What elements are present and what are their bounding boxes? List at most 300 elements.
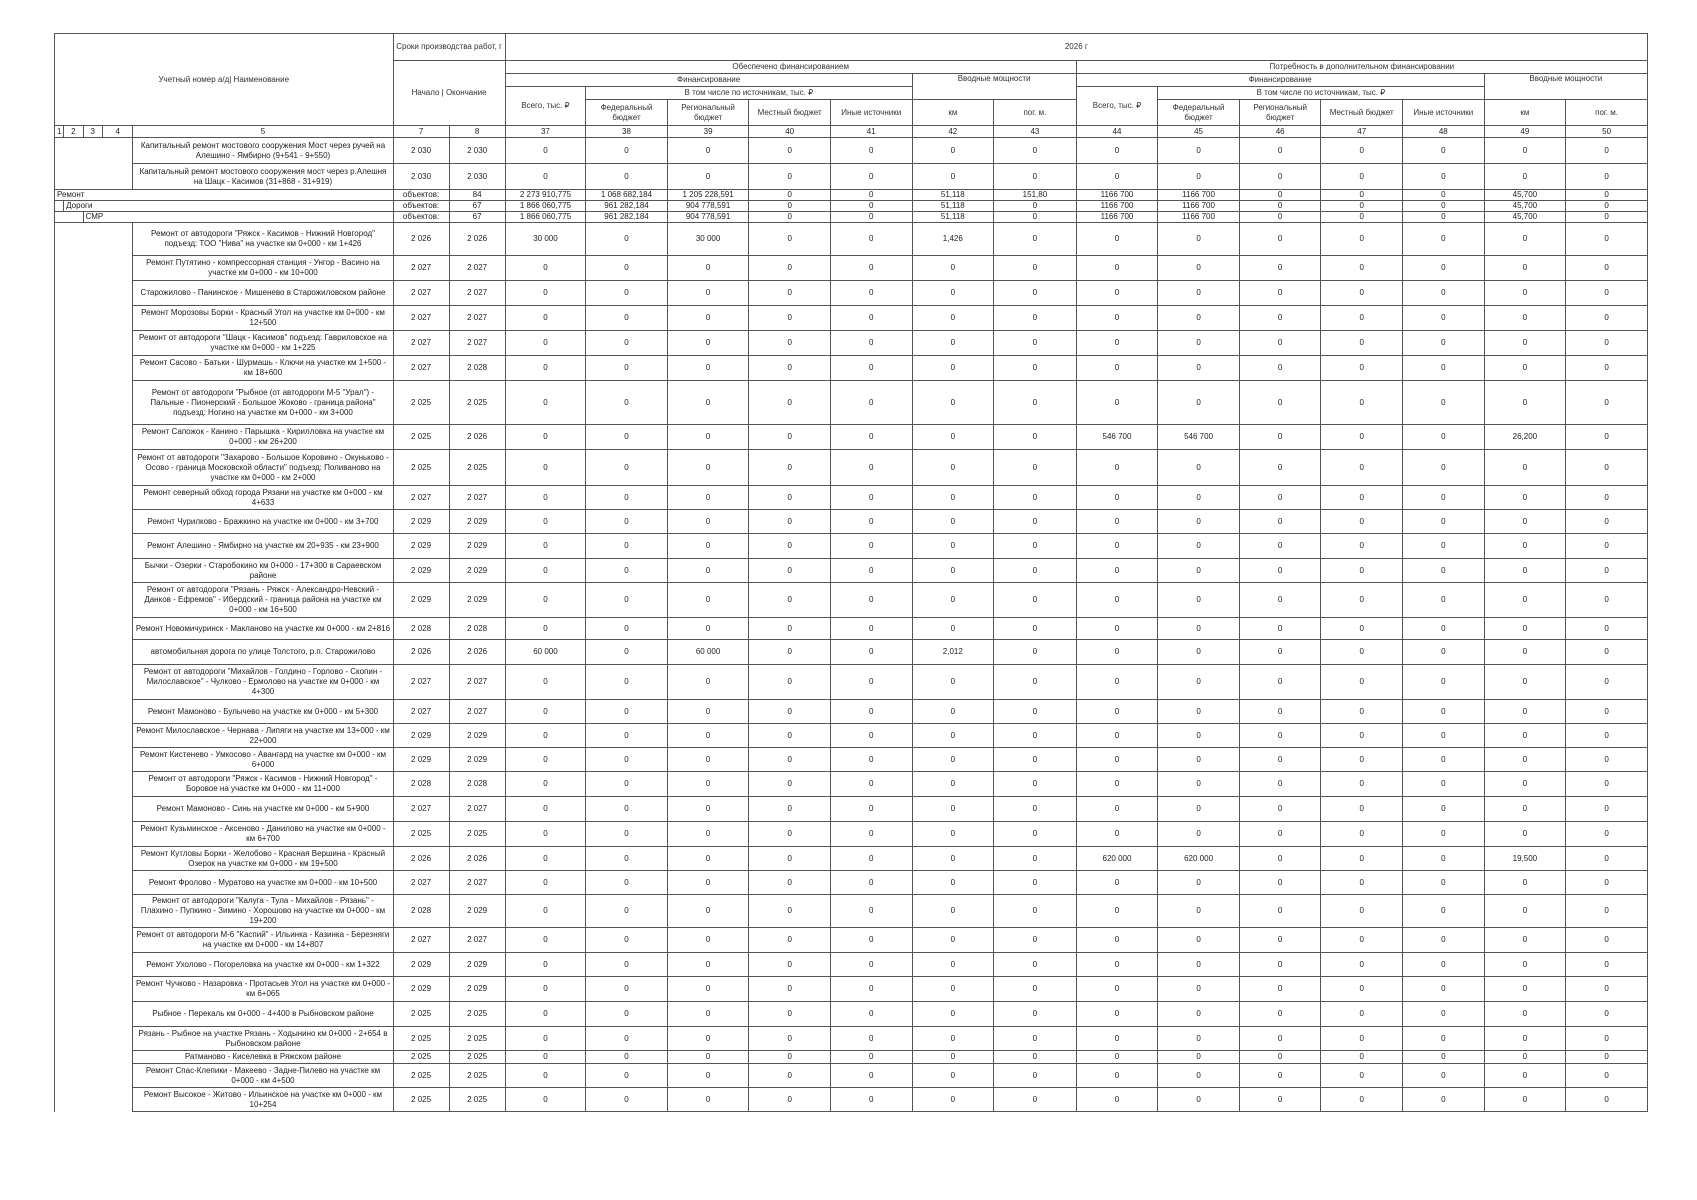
value-cell: 0	[994, 700, 1077, 724]
value-cell: 0	[1321, 381, 1403, 425]
value-cell: 0	[1321, 895, 1403, 928]
object-name: Ремонт Чучково - Назаровка - Протасьев Угол на участке км 0+000 - км 6+065	[133, 977, 393, 1002]
value-cell: 0	[1076, 1088, 1158, 1112]
value-cell: 0	[1566, 928, 1648, 953]
table-row	[55, 953, 1648, 977]
value-cell: 0	[830, 895, 912, 928]
value-cell: 0	[586, 895, 668, 928]
value-cell: 0	[749, 1051, 831, 1064]
value-cell: 0	[505, 281, 586, 306]
need-federal-header: Федеральный бюджет	[1158, 100, 1240, 126]
value-cell: 0	[586, 772, 668, 797]
value-cell: 0	[994, 797, 1077, 822]
value-cell: 0	[912, 164, 994, 190]
value-cell: 0	[1239, 1051, 1321, 1064]
value-cell: 0	[749, 281, 831, 306]
value-cell: 0	[1158, 534, 1240, 559]
value-cell: 0	[1566, 201, 1648, 212]
value-cell: 0	[667, 618, 749, 640]
start-year: 2 029	[393, 977, 449, 1002]
value-cell: 0	[830, 1027, 912, 1051]
value-cell: 0	[586, 559, 668, 583]
value-cell: 0	[1484, 822, 1566, 847]
indent-cell	[55, 201, 64, 212]
start-year: 2 027	[393, 797, 449, 822]
value-cell: 0	[505, 356, 586, 381]
start-year: 2 029	[393, 953, 449, 977]
value-cell: 0	[830, 510, 912, 534]
value-cell: 0	[749, 797, 831, 822]
value-cell: 0	[667, 748, 749, 772]
indent-cell	[55, 331, 133, 356]
indent-cell	[55, 665, 133, 700]
value-cell: 0	[505, 895, 586, 928]
value-cell: 0	[1239, 1088, 1321, 1112]
value-cell: 0	[505, 256, 586, 281]
value-cell: 0	[994, 450, 1077, 486]
end-year: 2 025	[449, 450, 505, 486]
value-cell: 0	[1239, 928, 1321, 953]
value-cell: 0	[1158, 256, 1240, 281]
value-cell: 0	[667, 381, 749, 425]
value-cell: 0	[1321, 847, 1403, 871]
value-cell: 0	[994, 748, 1077, 772]
indent-cell	[55, 510, 133, 534]
value-cell: 0	[586, 534, 668, 559]
value-cell: 0	[505, 797, 586, 822]
value-cell: 0	[912, 138, 994, 164]
value-cell: 0	[505, 583, 586, 618]
value-cell: 0	[1158, 928, 1240, 953]
value-cell: 0	[1158, 510, 1240, 534]
value-cell: 0	[749, 486, 831, 510]
value-cell: 0	[505, 1002, 586, 1027]
value-cell: 0	[1566, 847, 1648, 871]
value-cell: 0	[912, 772, 994, 797]
value-cell: 0	[830, 618, 912, 640]
value-cell: 0	[749, 583, 831, 618]
object-name: Ремонт от автодороги "Рыбное (от автодороги М-5 "Урал") - Пальные - Пионерский - Большое Жоково - граница района" подъезд: Ногино на участке км 0+000 - км 3+000	[133, 381, 393, 425]
indent-cell	[55, 748, 133, 772]
indent-cell	[55, 822, 133, 847]
value-cell: 0	[1239, 381, 1321, 425]
value-cell: 2 273 910,775	[505, 190, 586, 201]
value-cell: 0	[749, 847, 831, 871]
value-cell: 0	[505, 822, 586, 847]
object-name: Рыбное - Перекаль км 0+000 - 4+400 в Рыбновском районе	[133, 1002, 393, 1027]
object-name: Ремонт Путятино - компрессорная станция - Унгор - Васино на участке км 0+000 - км 10+000	[133, 256, 393, 281]
value-cell: 0	[749, 1064, 831, 1088]
start-year: 2 027	[393, 871, 449, 895]
value-cell: 0	[1484, 450, 1566, 486]
value-cell: 0	[1321, 665, 1403, 700]
value-cell: 0	[1566, 1088, 1648, 1112]
value-cell: 0	[1239, 700, 1321, 724]
value-cell: 0	[1076, 281, 1158, 306]
indent-cell	[55, 1027, 133, 1051]
value-cell: 0	[749, 953, 831, 977]
value-cell: 0	[1321, 534, 1403, 559]
start-year: 2 025	[393, 381, 449, 425]
provided-km-header: км	[912, 100, 994, 126]
value-cell: 0	[830, 212, 912, 223]
value-cell: 0	[1566, 1027, 1648, 1051]
value-cell: 0	[830, 797, 912, 822]
value-cell: 0	[830, 724, 912, 748]
value-cell: 0	[1076, 1002, 1158, 1027]
value-cell: 0	[1484, 977, 1566, 1002]
value-cell: 0	[994, 822, 1077, 847]
table-row	[55, 559, 1648, 583]
end-year: 2 025	[449, 381, 505, 425]
table-row	[55, 1002, 1648, 1027]
value-cell: 0	[1076, 510, 1158, 534]
value-cell: 0	[912, 977, 994, 1002]
group-label: СМР	[83, 212, 393, 223]
value-cell: 0	[749, 665, 831, 700]
value-cell: 0	[994, 1088, 1077, 1112]
value-cell: 0	[1076, 977, 1158, 1002]
table-row	[55, 450, 1648, 486]
value-cell: 0	[667, 665, 749, 700]
value-cell: 0	[1158, 1027, 1240, 1051]
value-cell: 0	[667, 871, 749, 895]
value-cell: 0	[667, 1064, 749, 1088]
value-cell: 0	[1484, 534, 1566, 559]
value-cell: 0	[1321, 331, 1403, 356]
end-year: 2 027	[449, 281, 505, 306]
table-row	[55, 640, 1648, 665]
value-cell: 0	[1076, 450, 1158, 486]
value-cell: 0	[505, 559, 586, 583]
value-cell: 45,700	[1484, 201, 1566, 212]
value-cell: 0	[912, 510, 994, 534]
value-cell: 0	[1239, 895, 1321, 928]
value-cell: 0	[1403, 281, 1485, 306]
value-cell: 0	[749, 640, 831, 665]
value-cell: 0	[1484, 138, 1566, 164]
value-cell: 0	[586, 164, 668, 190]
value-cell: 0	[1076, 1064, 1158, 1088]
value-cell: 0	[586, 425, 668, 450]
value-cell: 0	[994, 138, 1077, 164]
end-year: 2 027	[449, 871, 505, 895]
value-cell: 0	[1076, 871, 1158, 895]
value-cell: 0	[667, 1088, 749, 1112]
column-number: 38	[586, 126, 668, 138]
table-row	[55, 772, 1648, 797]
indent-cell	[55, 450, 133, 486]
value-cell: 0	[994, 895, 1077, 928]
value-cell: 45,700	[1484, 190, 1566, 201]
end-year: 2 029	[449, 953, 505, 977]
value-cell: 0	[667, 1027, 749, 1051]
value-cell: 0	[749, 977, 831, 1002]
value-cell: 0	[912, 281, 994, 306]
value-cell: 0	[1321, 212, 1403, 223]
value-cell: 0	[1076, 640, 1158, 665]
value-cell: 0	[1158, 1064, 1240, 1088]
end-year: 2 027	[449, 928, 505, 953]
value-cell: 904 778,591	[667, 212, 749, 223]
column-numbers-row	[55, 126, 1648, 138]
value-cell: 0	[1321, 928, 1403, 953]
value-cell: 51,118	[912, 201, 994, 212]
value-cell: 0	[1076, 138, 1158, 164]
table-row	[55, 797, 1648, 822]
value-cell: 0	[1321, 190, 1403, 201]
value-cell: 0	[586, 928, 668, 953]
value-cell: 0	[1239, 281, 1321, 306]
start-year: 2 025	[393, 1027, 449, 1051]
value-cell: 0	[1158, 953, 1240, 977]
value-cell: 0	[912, 559, 994, 583]
value-cell: 0	[749, 772, 831, 797]
value-cell: 0	[505, 953, 586, 977]
object-name: Капитальный ремонт мостового сооружения Мост через ручей на Алешино - Ямбирно (9+541 - 9+550)	[133, 138, 393, 164]
value-cell: 0	[667, 1002, 749, 1027]
value-cell: 0	[1566, 212, 1648, 223]
value-cell: 0	[1566, 306, 1648, 331]
value-cell: 0	[1076, 534, 1158, 559]
value-cell: 0	[1321, 772, 1403, 797]
value-cell: 0	[1321, 425, 1403, 450]
value-cell: 0	[1239, 640, 1321, 665]
end-year: 2 027	[449, 797, 505, 822]
value-cell: 0	[1158, 559, 1240, 583]
value-cell: 1166 700	[1076, 190, 1158, 201]
value-cell: 0	[667, 822, 749, 847]
need-km-header: км	[1484, 100, 1566, 126]
value-cell: 0	[1076, 331, 1158, 356]
value-cell: 0	[749, 201, 831, 212]
value-cell: 0	[505, 1088, 586, 1112]
table-row	[55, 847, 1648, 871]
value-cell: 0	[1158, 450, 1240, 486]
value-cell: 0	[749, 212, 831, 223]
value-cell: 1166 700	[1076, 201, 1158, 212]
value-cell: 0	[994, 223, 1077, 256]
indent-cell	[55, 797, 133, 822]
value-cell: 0	[667, 559, 749, 583]
value-cell: 0	[667, 306, 749, 331]
value-cell: 0	[994, 724, 1077, 748]
value-cell: 0	[1484, 486, 1566, 510]
table-row	[55, 381, 1648, 425]
value-cell: 0	[1158, 665, 1240, 700]
value-cell: 1 205 228,591	[667, 190, 749, 201]
value-cell: 0	[994, 928, 1077, 953]
start-year: 2 025	[393, 1002, 449, 1027]
value-cell: 0	[1566, 510, 1648, 534]
value-cell: 0	[586, 583, 668, 618]
value-cell: 0	[667, 164, 749, 190]
value-cell: 0	[994, 381, 1077, 425]
value-cell: 0	[1484, 797, 1566, 822]
value-cell: 0	[1239, 748, 1321, 772]
value-cell: 0	[912, 618, 994, 640]
indent-cell	[55, 953, 133, 977]
value-cell: 0	[505, 164, 586, 190]
column-number: 5	[133, 126, 393, 138]
table-row	[55, 1051, 1648, 1064]
start-year: 2 029	[393, 583, 449, 618]
provided-capacity-header: Вводные мощности	[912, 74, 1076, 100]
column-number: 2	[64, 126, 83, 138]
provided-financing-header: Финансирование	[505, 74, 912, 87]
value-cell: 0	[667, 895, 749, 928]
column-number: 39	[667, 126, 749, 138]
table-row	[55, 534, 1648, 559]
value-cell: 546 700	[1076, 425, 1158, 450]
column-number: 43	[994, 126, 1077, 138]
start-year: 2 028	[393, 618, 449, 640]
value-cell: 0	[994, 640, 1077, 665]
value-cell: 0	[1239, 331, 1321, 356]
value-cell: 26,200	[1484, 425, 1566, 450]
value-cell: 0	[830, 700, 912, 724]
value-cell: 0	[1076, 164, 1158, 190]
value-cell: 0	[1566, 724, 1648, 748]
value-cell: 0	[1403, 618, 1485, 640]
value-cell: 0	[1076, 618, 1158, 640]
value-cell: 0	[830, 748, 912, 772]
object-name: Ремонт Мамоново - Булычево на участке км 0+000 - км 5+300	[133, 700, 393, 724]
value-cell: 0	[912, 256, 994, 281]
column-number: 42	[912, 126, 994, 138]
end-year: 2 028	[449, 356, 505, 381]
group-label: Дороги	[64, 201, 393, 212]
value-cell: 0	[1566, 748, 1648, 772]
value-cell: 0	[1484, 953, 1566, 977]
value-cell: 0	[1321, 1088, 1403, 1112]
value-cell: 0	[749, 381, 831, 425]
value-cell: 0	[1484, 1027, 1566, 1051]
group-unit: объектов:	[393, 201, 449, 212]
start-year: 2 030	[393, 164, 449, 190]
value-cell: 60 000	[667, 640, 749, 665]
value-cell: 546 700	[1158, 425, 1240, 450]
column-number: 49	[1484, 126, 1566, 138]
value-cell: 0	[1239, 583, 1321, 618]
value-cell: 0	[994, 772, 1077, 797]
column-number: 41	[830, 126, 912, 138]
value-cell: 0	[505, 331, 586, 356]
indent-cell	[55, 895, 133, 928]
value-cell: 0	[1566, 256, 1648, 281]
provided-total-header: Всего, тыс. ₽	[505, 87, 586, 126]
value-cell: 0	[1158, 164, 1240, 190]
value-cell: 2,012	[912, 640, 994, 665]
value-cell: 0	[1239, 847, 1321, 871]
object-name: Ремонт от автодороги "Михайлов - Голдино - Горлово - Скопин - Милославское" - Чулково - Ермолово на участке км 0+000 - км 4+300	[133, 665, 393, 700]
table-row	[55, 583, 1648, 618]
indent-cell	[55, 871, 133, 895]
value-cell: 0	[1076, 583, 1158, 618]
value-cell: 0	[1403, 559, 1485, 583]
indent-cell	[55, 928, 133, 953]
value-cell: 0	[1403, 190, 1485, 201]
table-row	[55, 223, 1648, 256]
indent-cell	[55, 1088, 133, 1112]
value-cell: 0	[749, 1088, 831, 1112]
column-number: 7	[393, 126, 449, 138]
value-cell: 0	[1239, 486, 1321, 510]
end-year: 2 029	[449, 534, 505, 559]
value-cell: 0	[667, 724, 749, 748]
value-cell: 0	[667, 847, 749, 871]
indent-cell	[55, 486, 133, 510]
value-cell: 0	[1403, 772, 1485, 797]
value-cell: 0	[1158, 618, 1240, 640]
need-header: Потребность в дополнительном финансировании	[1076, 61, 1647, 74]
value-cell: 0	[994, 281, 1077, 306]
value-cell: 620 000	[1158, 847, 1240, 871]
value-cell: 0	[586, 306, 668, 331]
indent-cell	[55, 138, 133, 164]
value-cell: 0	[830, 1088, 912, 1112]
value-cell: 0	[1239, 665, 1321, 700]
value-cell: 1166 700	[1158, 201, 1240, 212]
value-cell: 0	[1158, 822, 1240, 847]
column-number: 4	[102, 126, 133, 138]
value-cell: 0	[1403, 223, 1485, 256]
start-year: 2 027	[393, 256, 449, 281]
need-pogm-header: пог. м.	[1566, 100, 1648, 126]
table-row	[55, 618, 1648, 640]
end-year: 2 026	[449, 640, 505, 665]
value-cell: 0	[505, 1064, 586, 1088]
value-cell: 0	[1158, 748, 1240, 772]
value-cell: 0	[912, 953, 994, 977]
start-year: 2 027	[393, 356, 449, 381]
indent-cell	[55, 1051, 133, 1064]
value-cell: 0	[586, 1088, 668, 1112]
value-cell: 30 000	[667, 223, 749, 256]
value-cell: 0	[1321, 559, 1403, 583]
object-name: Ремонт от автодороги "Ряжск - Касимов - Нижний Новгород" подъезд: ТОО "Нива" на участке км 0+000 - км 1+426	[133, 223, 393, 256]
object-name: Старожилово - Панинское - Мишенево в Старожиловском районе	[133, 281, 393, 306]
group-unit: объектов:	[393, 212, 449, 223]
value-cell: 0	[586, 331, 668, 356]
value-cell: 0	[749, 1027, 831, 1051]
indent-cell	[55, 281, 133, 306]
value-cell: 0	[586, 871, 668, 895]
value-cell: 0	[1566, 977, 1648, 1002]
start-year: 2 027	[393, 700, 449, 724]
value-cell: 0	[1403, 700, 1485, 724]
value-cell: 0	[1403, 797, 1485, 822]
value-cell: 0	[830, 534, 912, 559]
value-cell: 1166 700	[1158, 212, 1240, 223]
value-cell: 0	[1158, 977, 1240, 1002]
value-cell: 0	[749, 895, 831, 928]
end-year: 2 029	[449, 559, 505, 583]
indent-cell	[55, 618, 133, 640]
value-cell: 0	[912, 534, 994, 559]
object-name: Бычки - Озерки - Старобокино км 0+000 - 17+300 в Сараевском районе	[133, 559, 393, 583]
value-cell: 0	[994, 534, 1077, 559]
value-cell: 0	[1566, 190, 1648, 201]
value-cell: 0	[586, 510, 668, 534]
value-cell: 0	[1239, 212, 1321, 223]
object-name: Ремонт Кузьминское - Аксеново - Данилово на участке км 0+000 - км 6+700	[133, 822, 393, 847]
value-cell: 0	[912, 1002, 994, 1027]
value-cell: 0	[1158, 895, 1240, 928]
start-year: 2 030	[393, 138, 449, 164]
start-end-header: Начало | Окончание	[393, 61, 505, 126]
value-cell: 0	[1239, 256, 1321, 281]
